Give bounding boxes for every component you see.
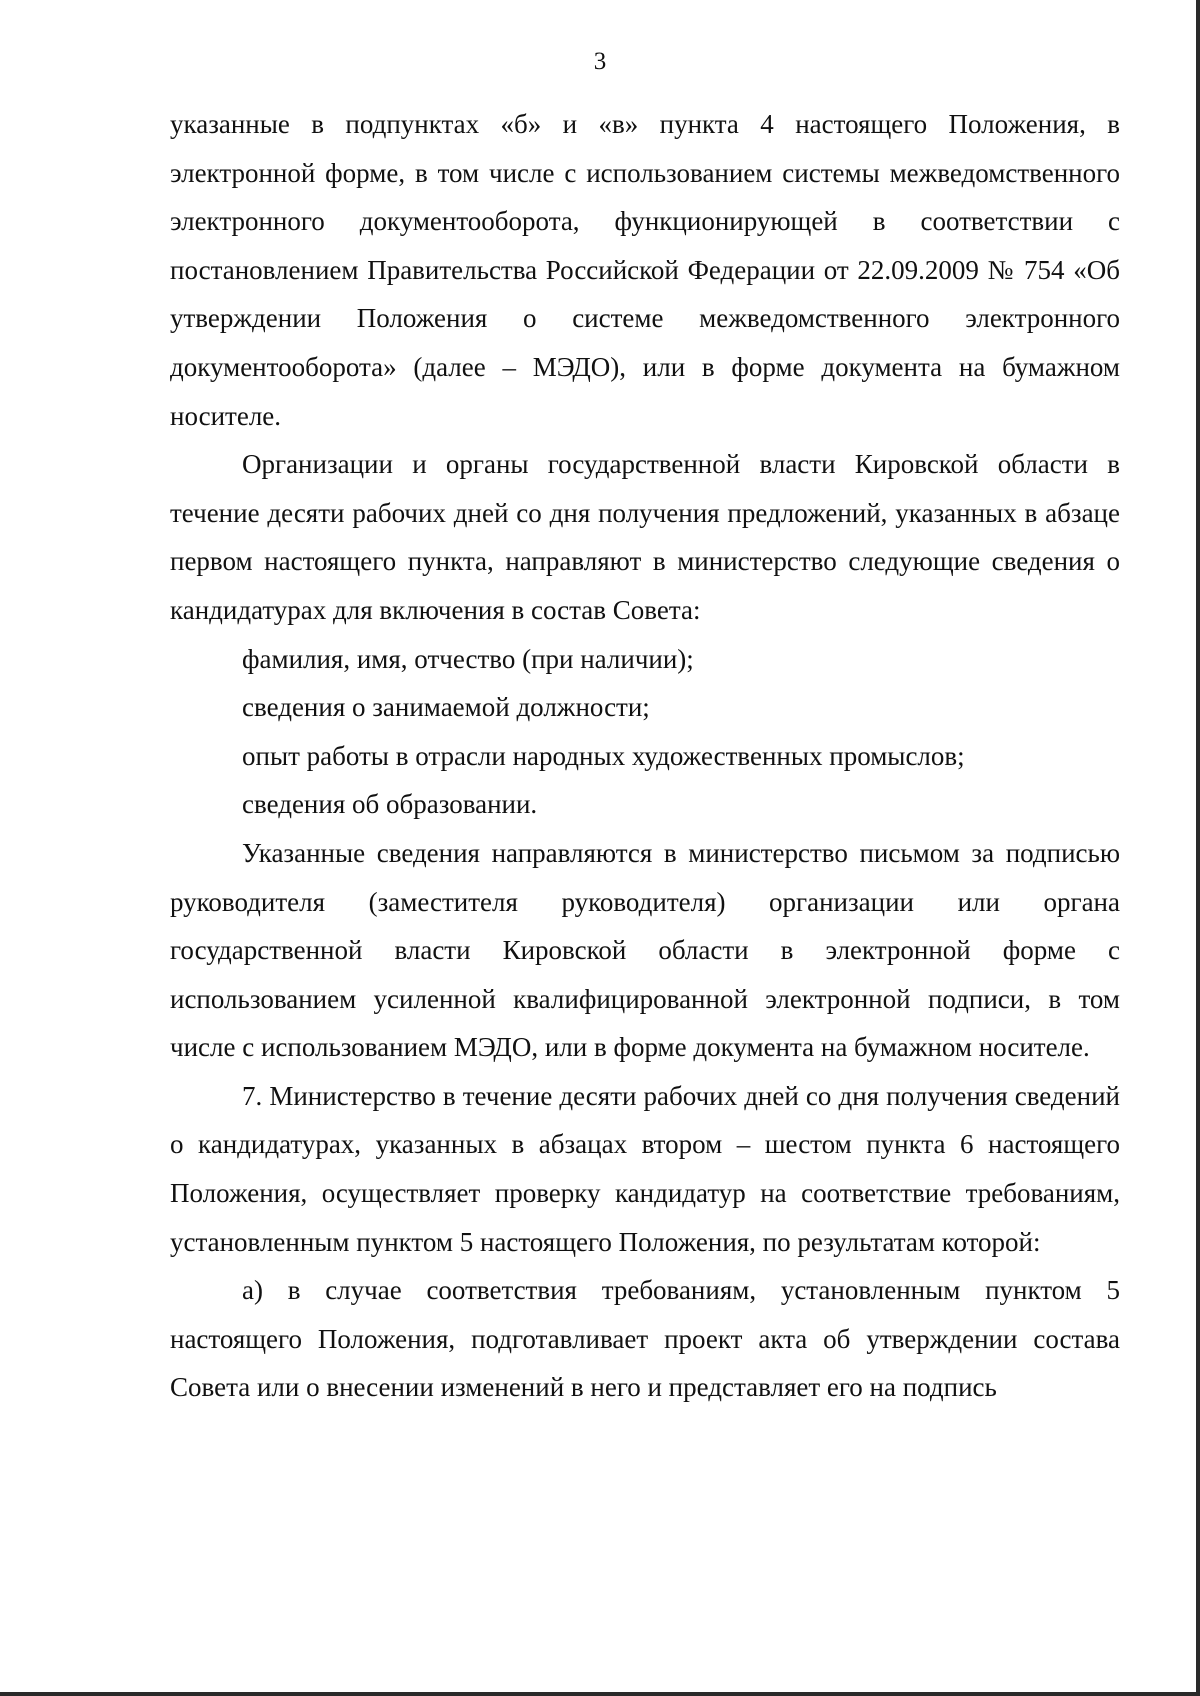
page-number: 3 <box>593 48 607 75</box>
list-item-experience: опыт работы в отрасли народных художественных промыслов; <box>242 740 965 771</box>
list-item-education: сведения об образовании. <box>242 789 538 820</box>
document-body <box>170 100 1120 1412</box>
scan-edge-bottom <box>0 1692 1200 1696</box>
list-item-fio: фамилия, имя, отчество (при наличии); <box>242 643 694 674</box>
paragraph-item-7: 7. Министерство в течение десяти рабочих дней со дня получения сведений о кандидатурах, указанных в абзацах втором – шестом пункта 6 настоящего Положения, осуществляет проверку кандидатур на соответствие требованиям, установленным пунктом 5 настоящего Положения, по результатам которой: <box>170 1080 1120 1257</box>
list-item-position: сведения о занимаемой должности; <box>242 692 650 723</box>
paragraph-organizations: Организации и органы государственной власти Кировской области в течение десяти рабочих дней со дня получения предложений, указанных в абзаце первом настоящего пункта, направляют в министерство следующие сведения о кандидатурах для включения в состав Совета: <box>170 449 1120 625</box>
paragraph-submission: Указанные сведения направляются в министерство письмом за подписью руководителя (заместителя руководителя) организации или органа государственной власти Кировской области в электронной форме с использованием усиленной квалифицированной электронной подписи, в том числе с использованием МЭДО, или в форме документа на бумажном носителе. <box>170 837 1120 1063</box>
paragraph-continuation: указанные в подпунктах «б» и «в» пункта 4 настоящего Положения, в электронной форме, в том числе с использованием системы межведомственного электронного документооборота, функционирующей в соответствии с постановлением Правительства Российской Федерации от 22.09.2009 № 754 «Об утверждении Положения о системе межведомственного электронного документооборота» (далее – МЭДО), или в форме документа на бумажном носителе. <box>170 109 1120 431</box>
scan-edge-right <box>1196 0 1200 1696</box>
paragraph-subitem-a: а) в случае соответствия требованиям, установленным пунктом 5 настоящего Положения, подготавливает проект акта об утверждении состава Совета или о внесении изменений в него и представляет его на подпись <box>170 1275 1120 1403</box>
